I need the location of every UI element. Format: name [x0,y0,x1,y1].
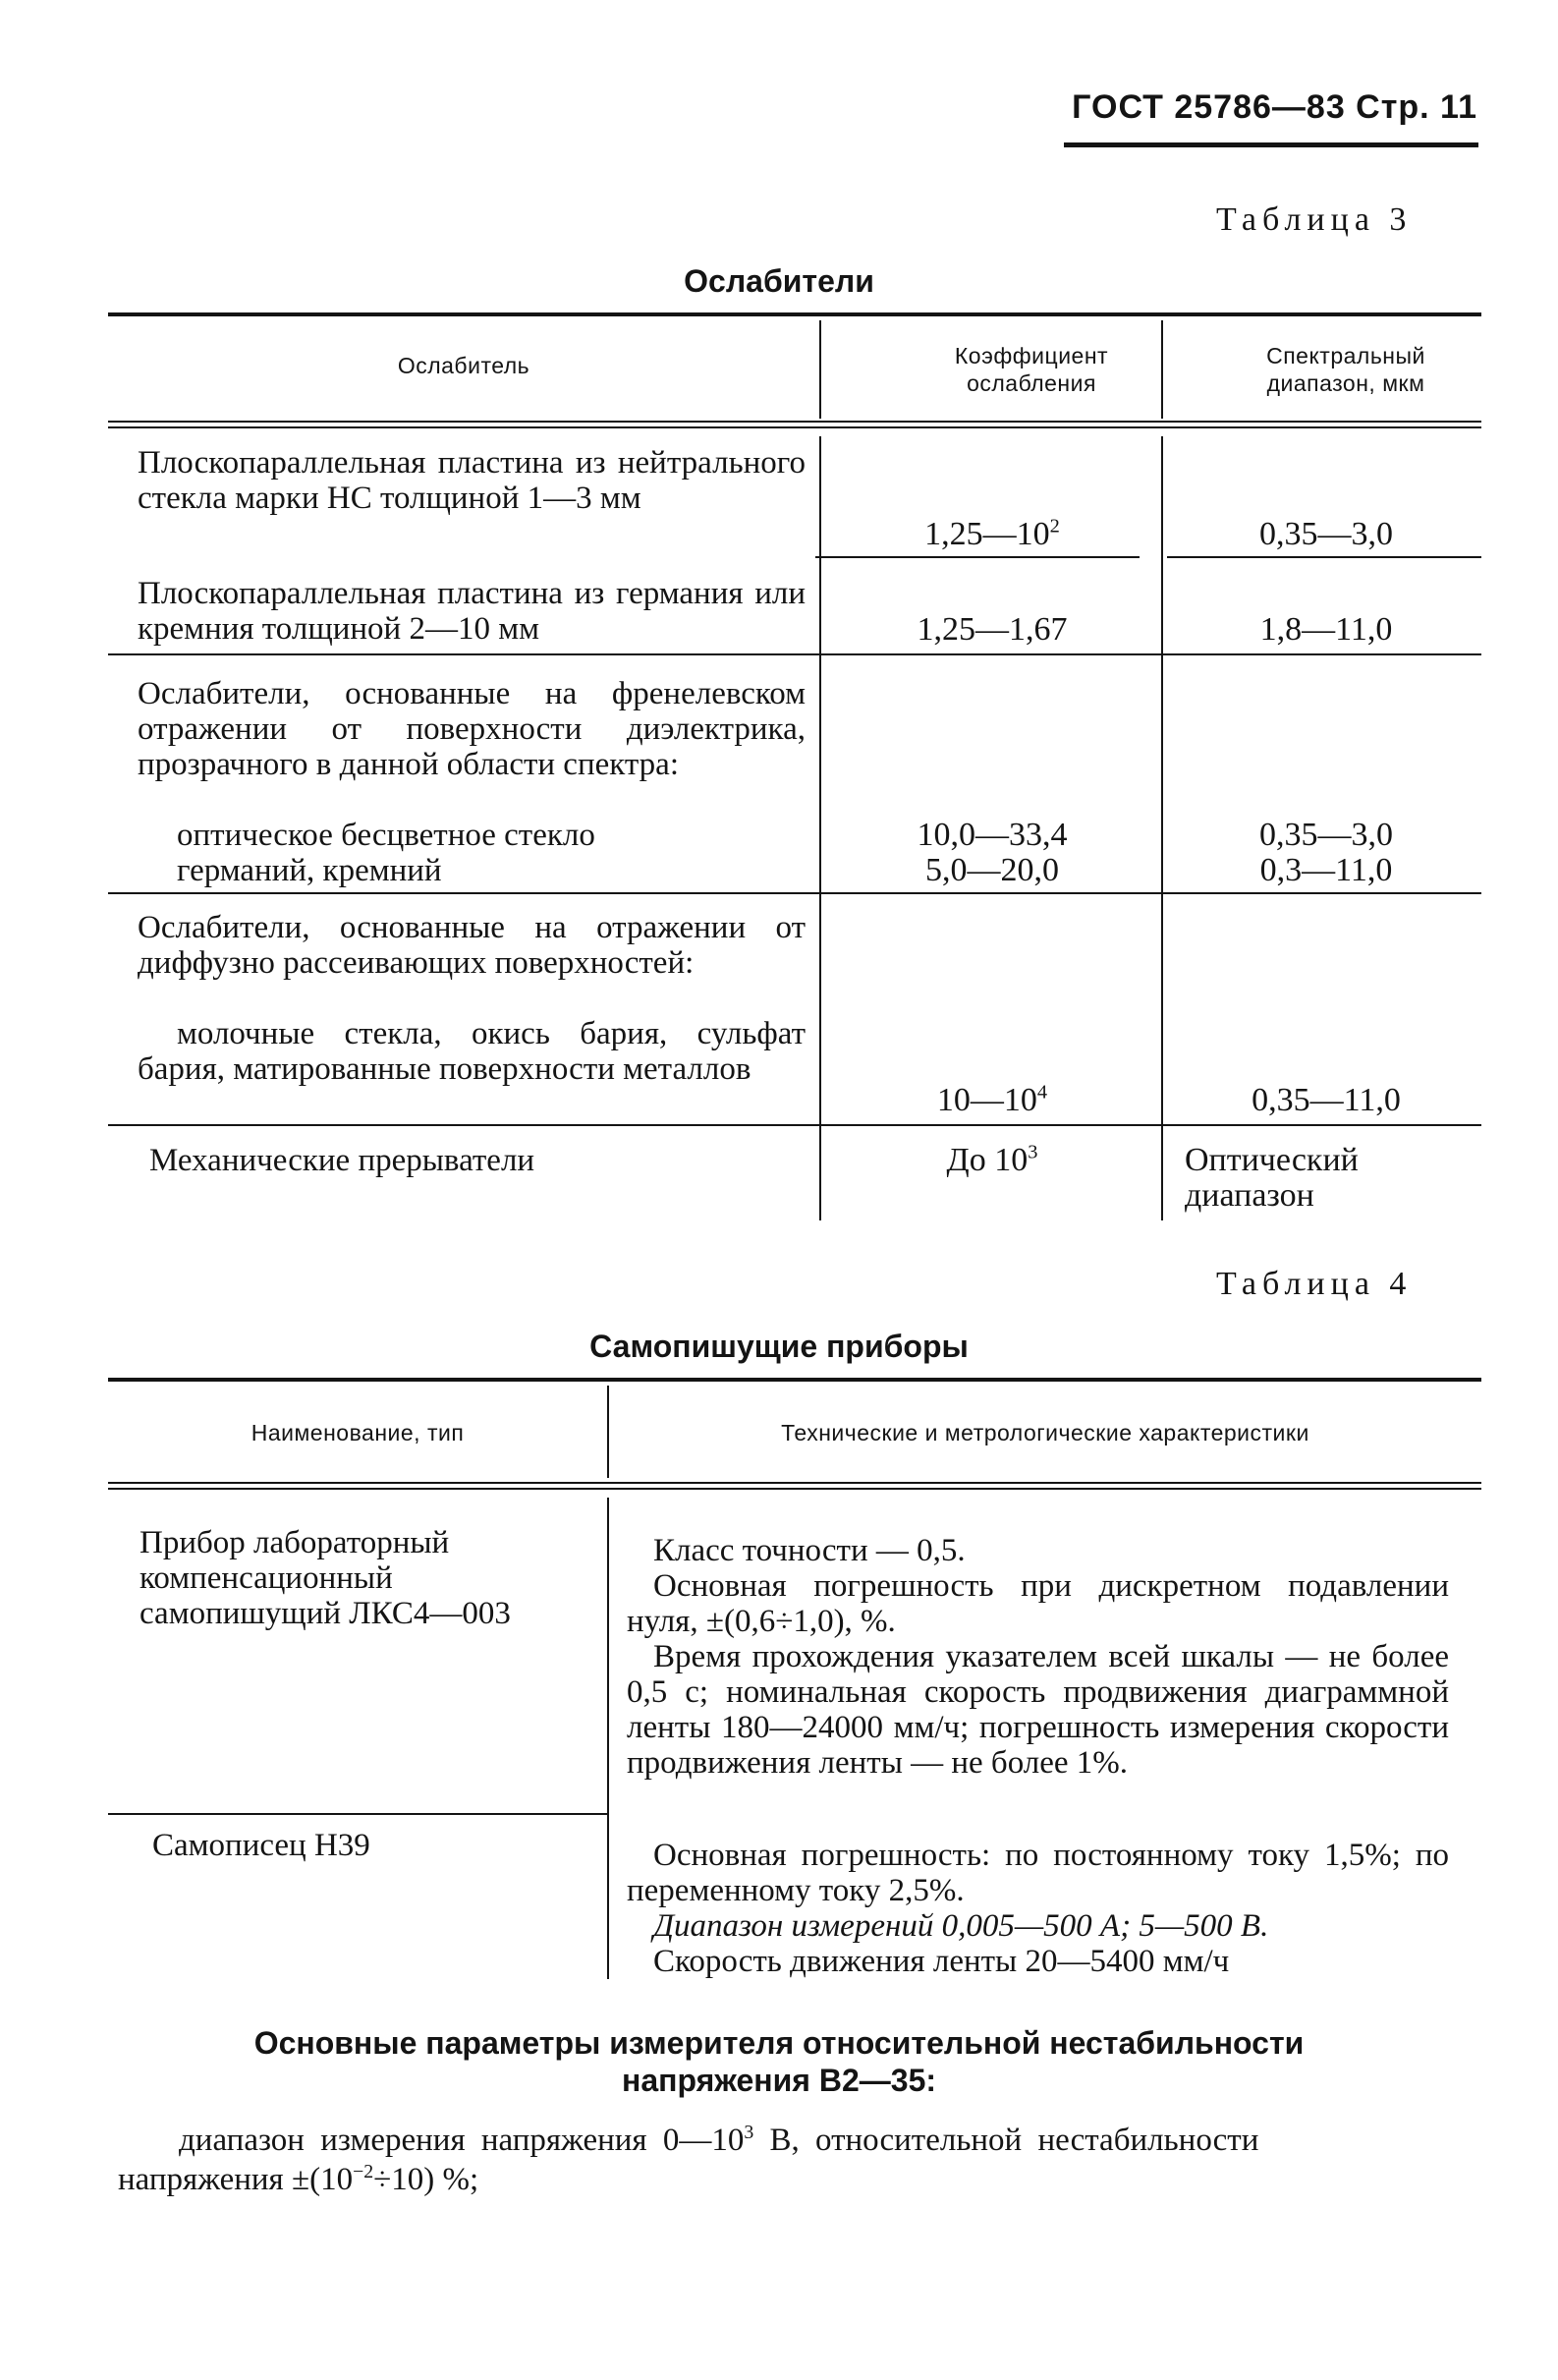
table3-col-header-1: Ослабитель [397,353,530,378]
table3-row3-sub1-coef: 10,0—33,4 [917,817,1068,853]
table3-row4-rule [108,1124,1481,1126]
table4-header-rule [108,1482,1481,1484]
table3-title: Ослабители [684,263,874,299]
table4-row2-line3: Скорость движения ленты 20—5400 мм/ч [653,1944,1230,1979]
table4-row1-name: Прибор лабораторный компенсационный самопишущий ЛКС4—003 [139,1525,511,1631]
section-paragraph-line2: напряжения $\pm(10^{-2}\div 10)$ %; [118,2161,479,2197]
table3-col-header-2: Коэффициент ослабления [954,343,1109,396]
table3-row3-sub1-name: оптическое бесцветное стекло [177,818,595,853]
table4-col-header-1: Наименование, тип [250,1420,465,1445]
table3-row5-range: Оптический диапазон [1185,1142,1359,1214]
page-header: ГОСТ 25786—83 Стр. 11 [1072,88,1477,126]
table3-row4-coef: $10—10^4$ [936,1081,1048,1118]
table3-row1-coef: $1,25—10^2$ [924,515,1060,552]
table3-row1-rule-b [1167,556,1481,558]
table3-vline-1b [819,436,821,1220]
table4-number: Таблица 4 [1216,1266,1413,1302]
table4-row1-line1: Класс точности — 0,5. [653,1533,966,1568]
table4-title: Самопишущие приборы [589,1329,969,1364]
table4-row2-line1: Основная погрешность: по постоянному току 1,5%; по переменному току 2,5%. [627,1838,1449,1908]
table3-col-header-3: Спектральный диапазон, мкм [1266,343,1425,396]
section-title-line1: Основные параметры измерителя относительной нестабильности [253,2025,1305,2061]
table3-row2-rule [108,653,1481,655]
table3-row3-name: Ослабители, основанные на френелевском отражении от поверхности диэлектрика, прозрачного в данной области спектра: [138,676,806,782]
table3-row2-coef: 1,25—1,67 [917,611,1068,648]
table3-row3-sub2-range: 0,3—11,0 [1259,852,1393,888]
table4-header-rule-2 [108,1488,1481,1490]
table3-vline-1 [819,320,821,419]
section-title-line2: напряжения В2—35: [621,2063,937,2098]
table3-row2-name: Плоскопараллельная пластина из германия или кремния толщиной 2—10 мм [138,576,806,647]
table3-row3-sub2-coef: 5,0—20,0 [925,852,1059,888]
table3-row3-sub1-range: 0,35—3,0 [1259,817,1393,853]
table4-row1-line3: Время прохождения указателем всей шкалы — не более 0,5 с; номинальная скорость продвижения диаграммной ленты 180—24000 мм/ч; погрешность измерения скорости продвижения ленты — не более 1%. [627,1639,1449,1781]
table3-number: Таблица 3 [1216,201,1413,238]
table3-row4-range: 0,35—11,0 [1252,1082,1401,1118]
section-paragraph-line1: диапазон измерения напряжения $0—10^3$ В, относительной нестабильности [179,2122,1259,2158]
table3-row3-sub2-name: германий, кремний [177,853,442,888]
table4 [108,1378,1481,1987]
table4-row1-line2: Основная погрешность при дискретном подавлении нуля, ±(0,6÷1,0), %. [627,1568,1449,1639]
table3-row1-range: 0,35—3,0 [1259,516,1393,552]
table4-row2-line2: Диапазон измерений 0,005—500 А; 5—500 В. [653,1908,1269,1944]
table3-row1-rule-a [815,556,1140,558]
table3-row5-name: Механические прерыватели [149,1143,535,1178]
header-rule [1064,142,1478,147]
table4-top-rule [108,1378,1481,1382]
table3-row5-coef: До $10^3$ [946,1141,1038,1178]
table3-header-rule-2 [108,426,1481,428]
table4-row2-name: Самописец Н39 [152,1828,370,1863]
table3-row2-range: 1,8—11,0 [1259,611,1393,648]
table3 [108,312,1481,1217]
table3-row1-name: Плоскопараллельная пластина из нейтрального стекла марки НС толщиной 1—3 мм [138,445,806,516]
table4-row1-rule [108,1813,607,1815]
table3-top-rule [108,312,1481,316]
table3-row3-rule [108,892,1481,894]
table4-col-header-2: Технические и метрологические характеристики [781,1420,1309,1445]
table3-row4-subname: молочные стекла, окись бария, сульфат бария, матированные поверхности металлов [138,1016,806,1087]
table3-header-rule [108,421,1481,423]
table3-row4-name: Ослабители, основанные на отражении от диффузно рассеивающих поверхностей: [138,910,806,981]
table4-vline-body [607,1498,609,1979]
table3-vline-2 [1161,320,1163,419]
table3-vline-2b [1161,436,1163,1220]
